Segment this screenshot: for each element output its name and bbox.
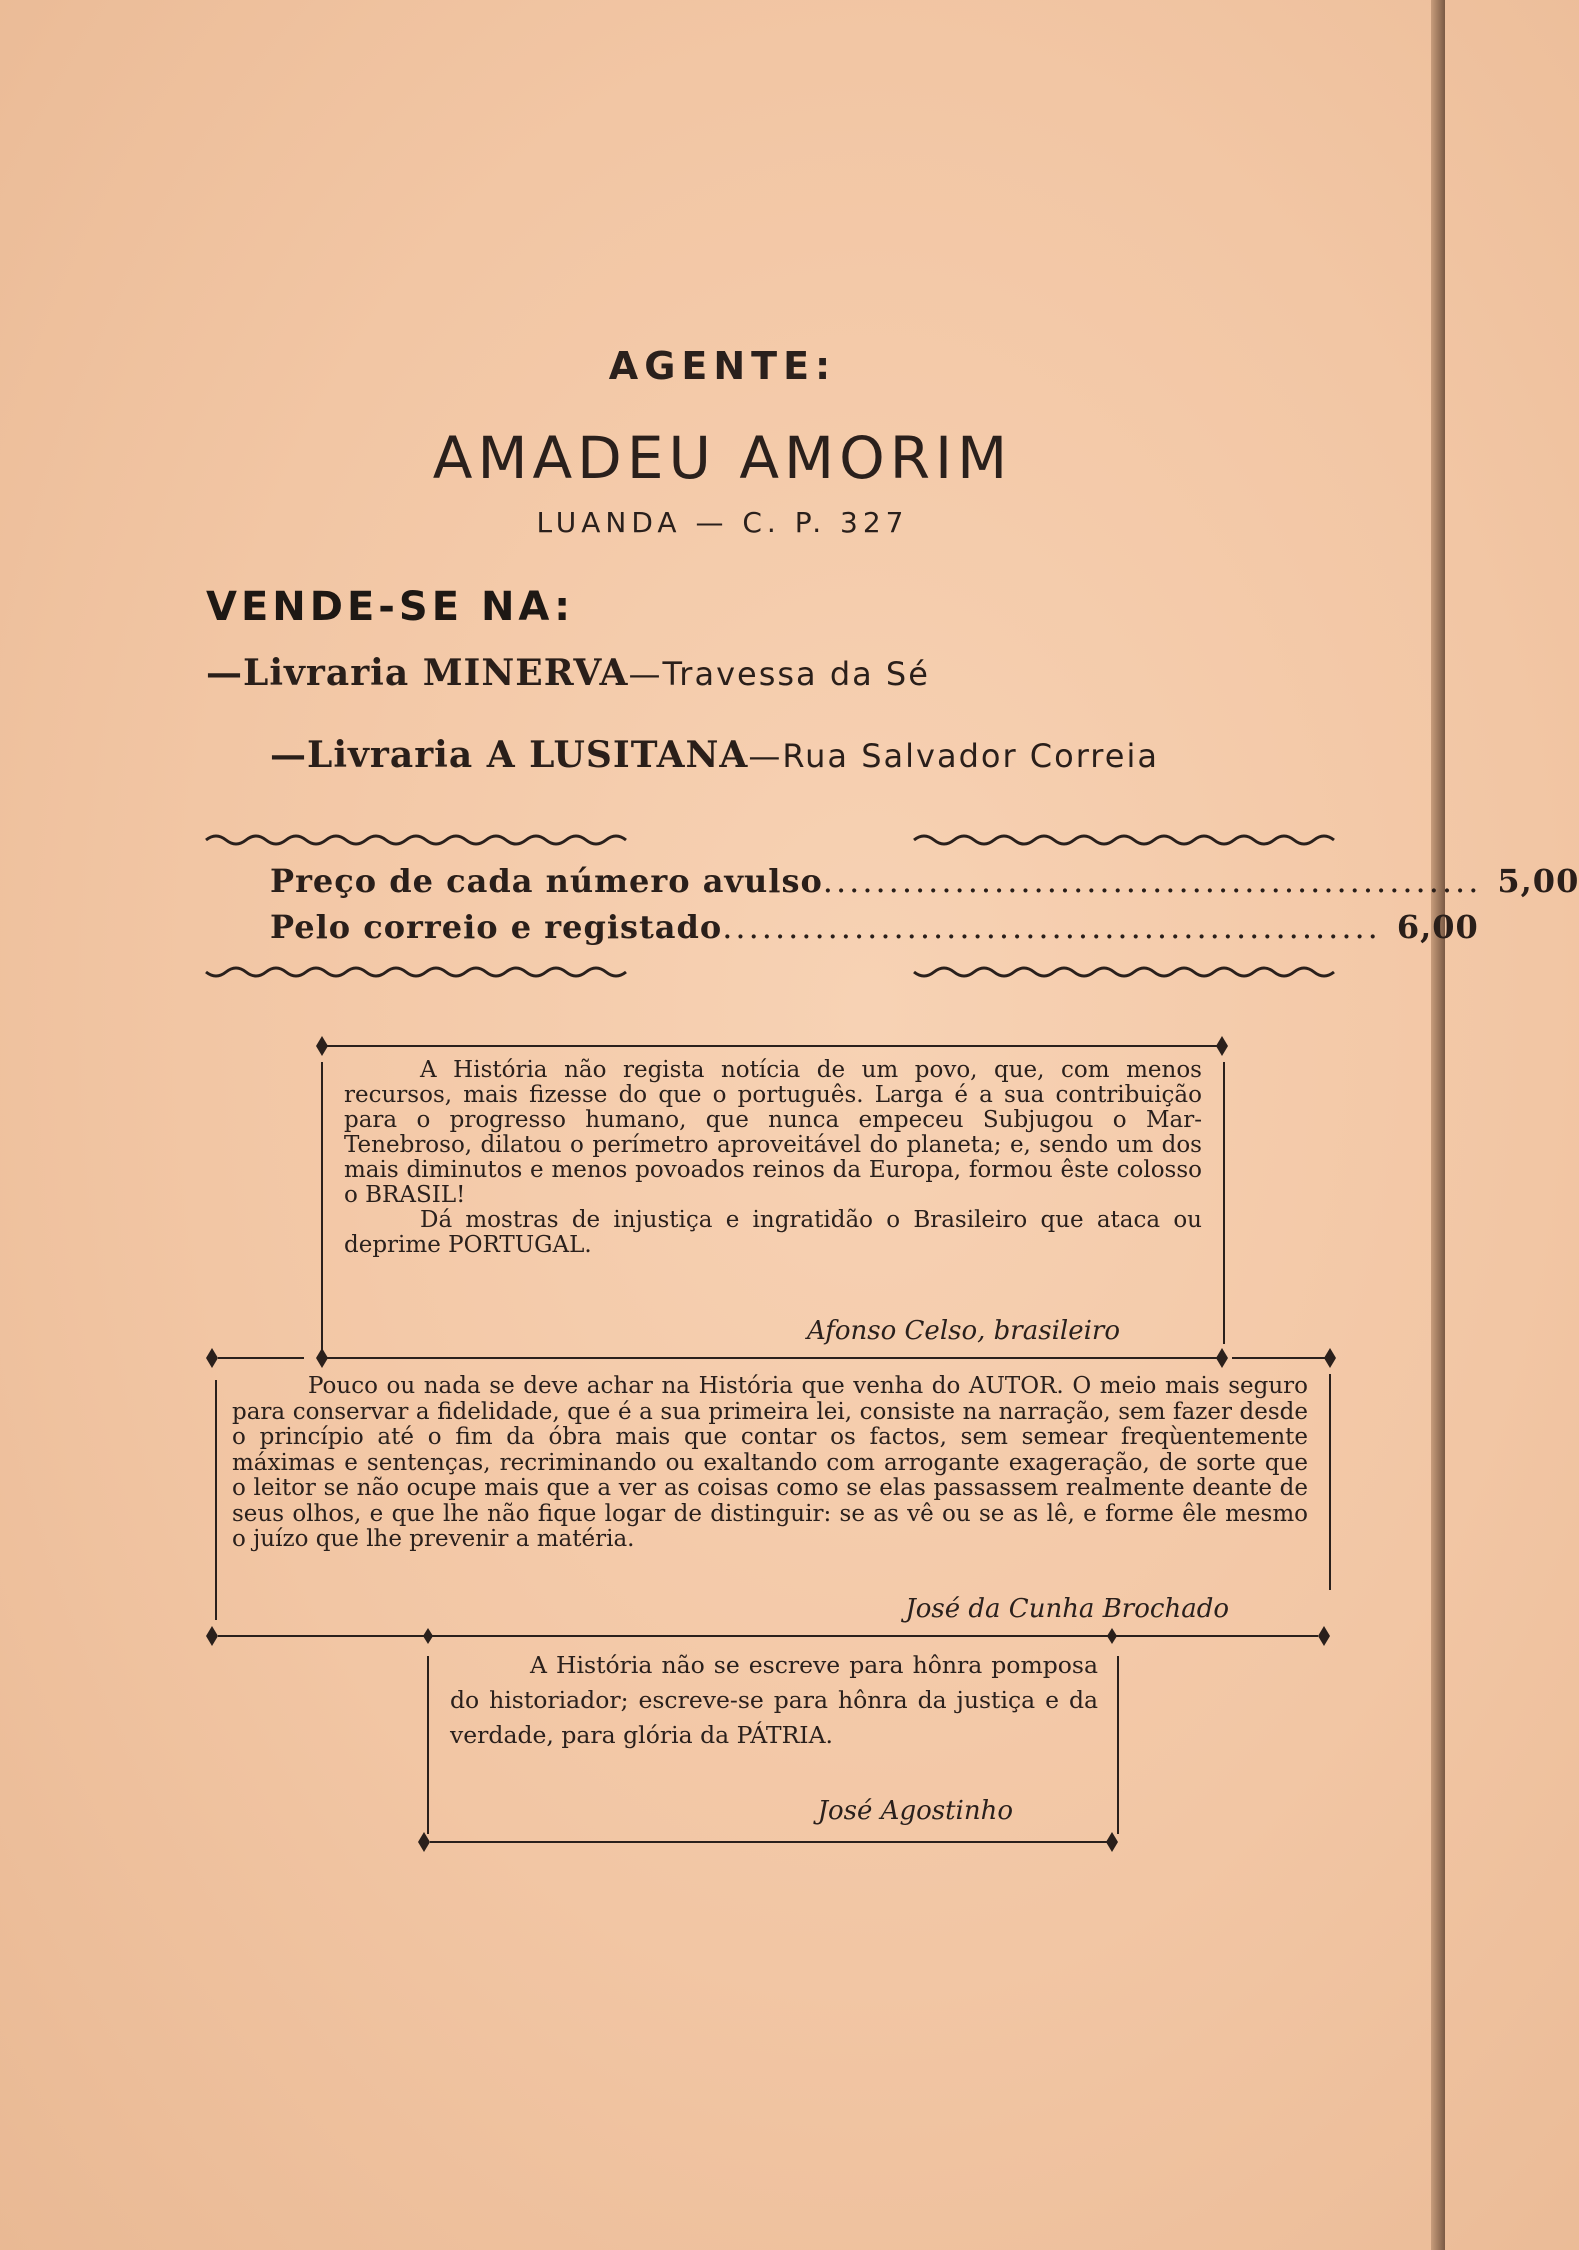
quote-cunha-brochado [232, 1374, 1308, 1553]
agent-address: LUANDA — C. P. 327 [536, 506, 909, 539]
price-label: Pelo correio e registado [270, 908, 723, 946]
quote-paragraph: Dá mostras de injustiça e ingratidão o Brasileiro que ataca ou deprime PORTUGAL. [344, 1207, 1202, 1258]
agent-heading: AGENTE: [608, 344, 837, 388]
quote-attribution: José da Cunha Brochado [905, 1594, 1229, 1624]
price-value: 5,00 [1497, 862, 1579, 900]
agent-name: AMADEU AMORIM [432, 424, 1013, 492]
quote-afonso-celso [344, 1058, 1202, 1258]
price-value: 6,00 [1396, 908, 1479, 946]
quote-attribution: José Agostinho [817, 1796, 1013, 1826]
store-address: —Travessa da Sé [628, 655, 930, 693]
store-name: —Livraria MINERVA [206, 652, 629, 694]
leader-dots: .................................................. [822, 862, 1482, 900]
quote-paragraph: A História não regista notícia de um povo, que, com menos recursos, mais fizesse do que o português. Larga é a sua contribuição para o progresso humano, que nunca empeceu Subjugou o Mar-Tenebroso, dilatou o perímetro aproveitável do planeta; e, sendo um dos mais diminutos e menos povoados reinos da Europa, formou êste colosso o BRASIL! [344, 1057, 1202, 1208]
sales-heading: VENDE-SE NA: [206, 584, 575, 630]
store-address: —Rua Salvador Correia [748, 737, 1159, 775]
quote-paragraph: Pouco ou nada se deve achar na História que venha do AUTOR. O meio mais seguro para conservar a fidelidade, que é a sua primeira lei, consiste na narração, sem fazer desde o princípio até o fim da óbra mais que contar os factos, sem semear freqùentemente máximas e sentenças, recriminando ou exaltando com arrogante exageração, de sorte que o leitor se não ocupe mais que a ver as coisas como se elas passassem realmente deante de seus olhos, e que lhe não fique logar de distinguir: se as vê ou se as lê, e forme êle mesmo o juízo que lhe prevenir a matéria. [232, 1373, 1308, 1552]
price-label: Preço de cada número avulso [270, 862, 823, 900]
quote-jose-agostinho [450, 1648, 1098, 1753]
quote-attribution: Afonso Celso, brasileiro [806, 1316, 1120, 1346]
quote-paragraph: A História não se escreve para hônra pomposa do historiador; escreve-se para hônra da justiça e da verdade, para glória da PÁTRIA. [450, 1651, 1098, 1749]
leader-dots: .................................................. [722, 908, 1381, 946]
store-name: —Livraria A LUSITANA [270, 734, 749, 776]
